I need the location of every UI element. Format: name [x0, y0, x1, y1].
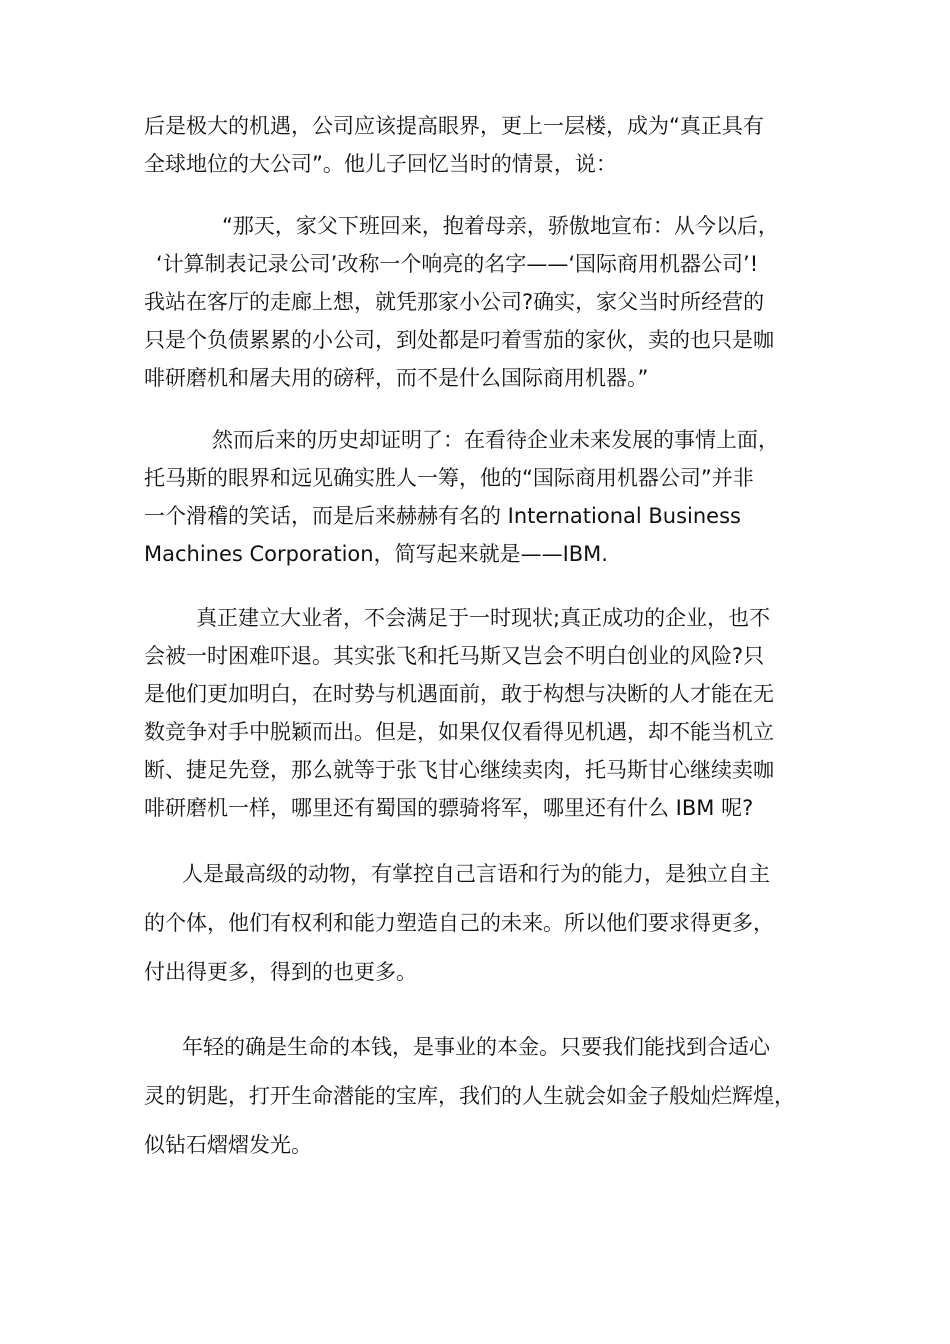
paragraph-4-line-3: 是他们更加明白，在时势与机遇面前，敢于构想与决断的人才能在无 [144, 682, 774, 706]
paragraph-2-line-1: “那天，家父下班回来，抱着母亲，骄傲地宣布：从今以后， [222, 214, 779, 238]
paragraph-3-line-1: 然而后来的历史却证明了：在看待企业未来发展的事情上面， [212, 428, 779, 452]
paragraph-5-line-1: 人是最高级的动物，有掌控自己言语和行为的能力，是独立自主 [182, 862, 770, 886]
paragraph-3-line-2: 托马斯的眼界和远见确实胜人一筹，他的“国际商用机器公司”并非 [144, 466, 754, 490]
paragraph-3-line-3: 一个滑稽的笑话，而是后来赫赫有名的 International Business [144, 504, 741, 528]
paragraph-5-line-3: 付出得更多，得到的也更多。 [144, 960, 417, 984]
paragraph-2-line-3: 我站在客厅的走廊上想，就凭那家小公司?确实，家父当时所经营的 [144, 290, 765, 314]
paragraph-4-line-5: 断、捷足先登，那么就等于张飞甘心继续卖肉，托马斯甘心继续卖咖 [144, 758, 774, 782]
paragraph-4-line-4: 数竞争对手中脱颖而出。但是，如果仅仅看得见机遇，却不能当机立 [144, 720, 774, 744]
paragraph-3-line-4: Machines Corporation，简写起来就是——IBM. [144, 542, 608, 566]
paragraph-5-line-2: 的个体，他们有权利和能力塑造自己的未来。所以他们要求得更多， [144, 911, 774, 935]
paragraph-4-line-6: 啡研磨机一样，哪里还有蜀国的骠骑将军，哪里还有什么 IBM 呢? [144, 796, 754, 820]
paragraph-2-line-5: 啡研磨机和屠夫用的磅秤，而不是什么国际商用机器。” [144, 366, 649, 390]
paragraph-4-line-2: 会被一时困难吓退。其实张飞和托马斯又岂会不明白创业的风险?只 [144, 644, 765, 668]
paragraph-4-line-1: 真正建立大业者，不会满足于一时现状;真正成功的企业，也不 [196, 606, 771, 630]
paragraph-6-line-2: 灵的钥匙，打开生命潜能的宝库，我们的人生就会如金子般灿烂辉煌， [144, 1084, 795, 1108]
paragraph-2-line-4: 只是个负债累累的小公司，到处都是叼着雪茄的家伙，卖的也只是咖 [144, 328, 774, 352]
paragraph-6-line-3: 似钻石熠熠发光。 [144, 1133, 312, 1157]
paragraph-6-line-1: 年轻的确是生命的本钱，是事业的本金。只要我们能找到合适心 [182, 1035, 770, 1059]
paragraph-1-line-2: 全球地位的大公司”。他儿子回忆当时的情景，说： [144, 152, 617, 176]
paragraph-1-line-1: 后是极大的机遇，公司应该提高眼界，更上一层楼，成为“真正具有 [144, 114, 764, 138]
paragraph-2-line-2: ‘计算制表记录公司’改称一个响亮的名字——‘国际商用机器公司’! [156, 252, 759, 276]
